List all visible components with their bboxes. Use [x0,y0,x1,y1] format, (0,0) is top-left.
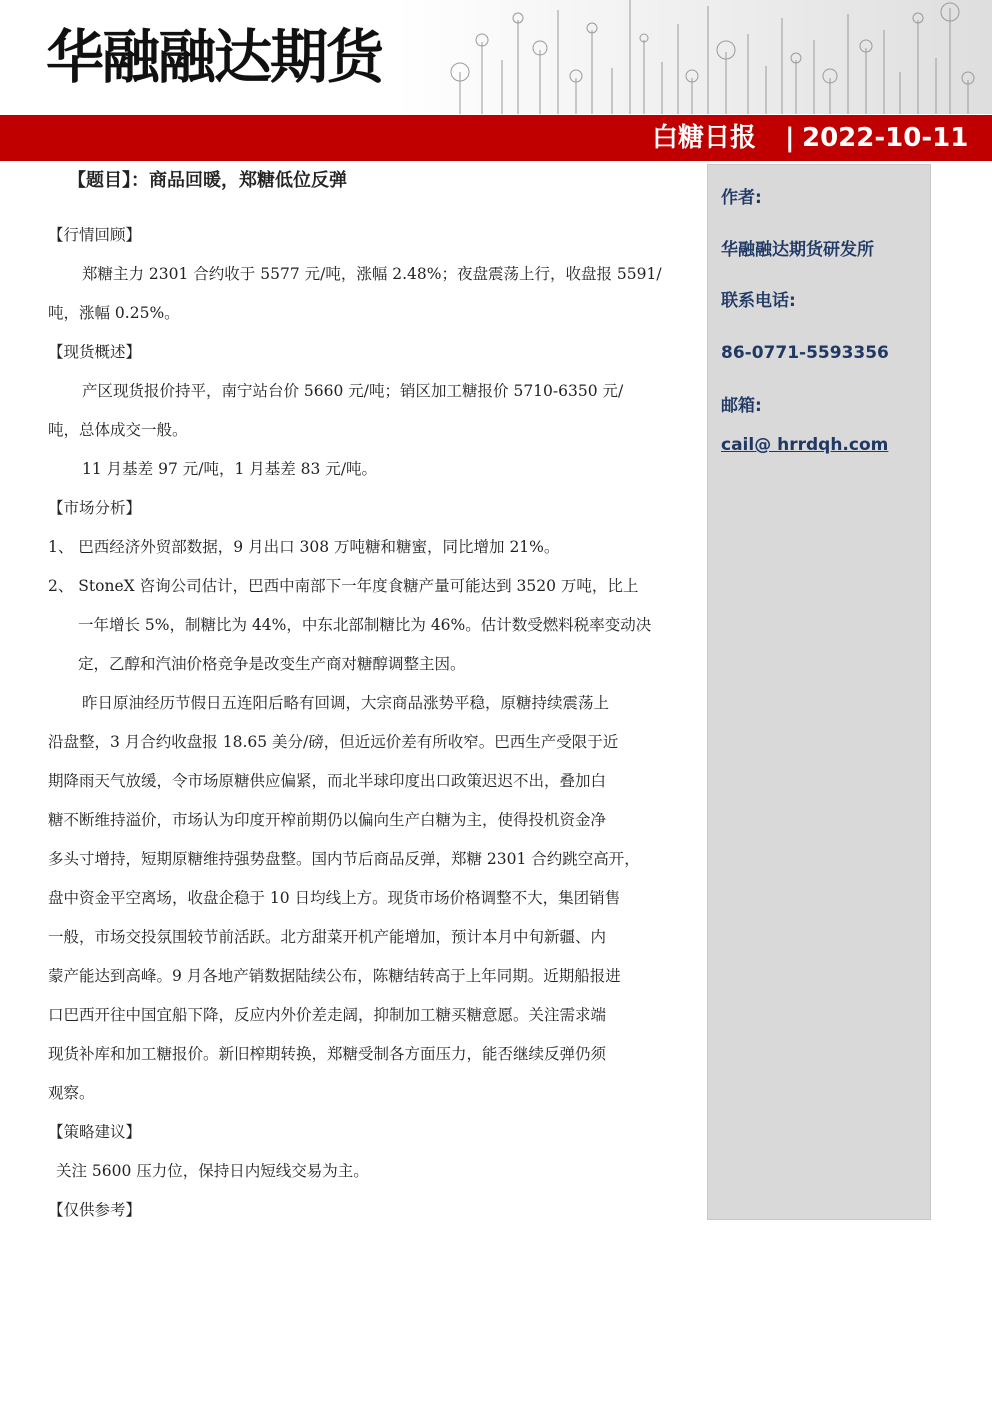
paragraph-line: 昨日原油经历节假日五连阳后略有回调，大宗商品涨势平稳，原糖持续震荡上 [82,694,610,712]
paragraph-line: 糖不断维持溢价，市场认为印度开榨前期仍以偏向生产白糖为主，使得投机资金净 [48,811,607,829]
phone-value: 86-0771-5593356 [721,343,889,363]
paragraph-line: 关注 5600 压力位，保持日内短线交易为主。 [56,1162,369,1180]
section-heading: 【现货概述】 [48,343,142,361]
list-item: 1、 巴西经济外贸部数据，9 月出口 308 万吨糖和糖蜜，同比增加 21%。 [48,538,560,556]
title-prefix: 【题目】 [68,170,131,191]
author-value: 华融融达期货研发所 [721,240,874,260]
list-item: 2、 StoneX 咨询公司估计，巴西中南部下一年度食糖产量可能达到 3520 万吨，比上 [48,577,639,595]
title-text: ：商品回暖，郑糖低位反弹 [131,170,347,191]
section-heading: 【行情回顾】 [48,226,142,244]
email-label: 邮箱: [721,396,762,416]
paragraph-line: 郑糖主力 2301 合约收于 5577 元/吨，涨幅 2.48%；夜盘震荡上行，收盘报 5591/ [82,265,662,283]
report-separator: | [785,123,795,153]
paragraph-line: 多头寸增持，短期原糖维持强势盘整。国内节后商品反弹，郑糖 2301 合约跳空高开， [48,850,640,868]
paragraph-line: 吨，总体成交一般。 [48,421,188,439]
paragraph-line: 蒙产能达到高峰。9 月各地产销数据陆续公布，陈糖结转高于上年同期。近期船报进 [48,967,621,985]
list-item-continuation: 一年增长 5%，制糖比为 44%，中东北部制糖比为 46%。估计数受燃料税率变动决 [78,616,652,634]
email-link[interactable]: cail@ hrrdqh.com [721,435,889,455]
paragraph-line: 观察。 [48,1084,95,1102]
section-heading: 【市场分析】 [48,499,142,517]
paragraph-line: 一般，市场交投氛围较节前活跃。北方甜菜开机产能增加，预计本月中旬新疆、内 [48,928,607,946]
paragraph-line: 盘中资金平空离场，收盘企稳于 10 日均线上方。现货市场价格调整不大，集团销售 [48,889,621,907]
paragraph-line: 11 月基差 97 元/吨，1 月基差 83 元/吨。 [82,460,378,478]
brand-logo-text: 华融融达期货 [46,23,383,91]
header-decoration [430,0,992,114]
list-item-continuation: 定，乙醇和汽油价格竞争是改变生产商对糖醇调整主因。 [78,655,466,673]
author-label: 作者: [721,188,762,208]
paragraph-line: 现货补库和加工糖报价。新旧榨期转换，郑糖受制各方面压力，能否继续反弹仍须 [48,1045,607,1063]
paragraph-line: 期降雨天气放缓，令市场原糖供应偏紧，而北半球印度出口政策迟迟不出，叠加白 [48,772,607,790]
paragraph-line: 口巴西开往中国宜船下降，反应内外价差走阔，抑制加工糖买糖意愿。关注需求端 [48,1006,607,1024]
phone-label: 联系电话: [721,291,796,311]
paragraph-line: 产区现货报价持平，南宁站台价 5660 元/吨；销区加工糖报价 5710-6350 元/ [82,382,624,400]
report-name: 白糖日报 [652,123,757,153]
paragraph-line: 吨，涨幅 0.25%。 [48,304,180,322]
report-date: 2022-10-11 [802,123,969,153]
section-heading: 【仅供参考】 [48,1201,142,1219]
article-title [68,168,347,194]
section-heading: 【策略建议】 [48,1123,142,1141]
paragraph-line: 沿盘整，3 月合约收盘报 18.65 美分/磅，但近远价差有所收窄。巴西生产受限于近 [48,733,619,751]
contact-sidebar [707,164,931,1220]
